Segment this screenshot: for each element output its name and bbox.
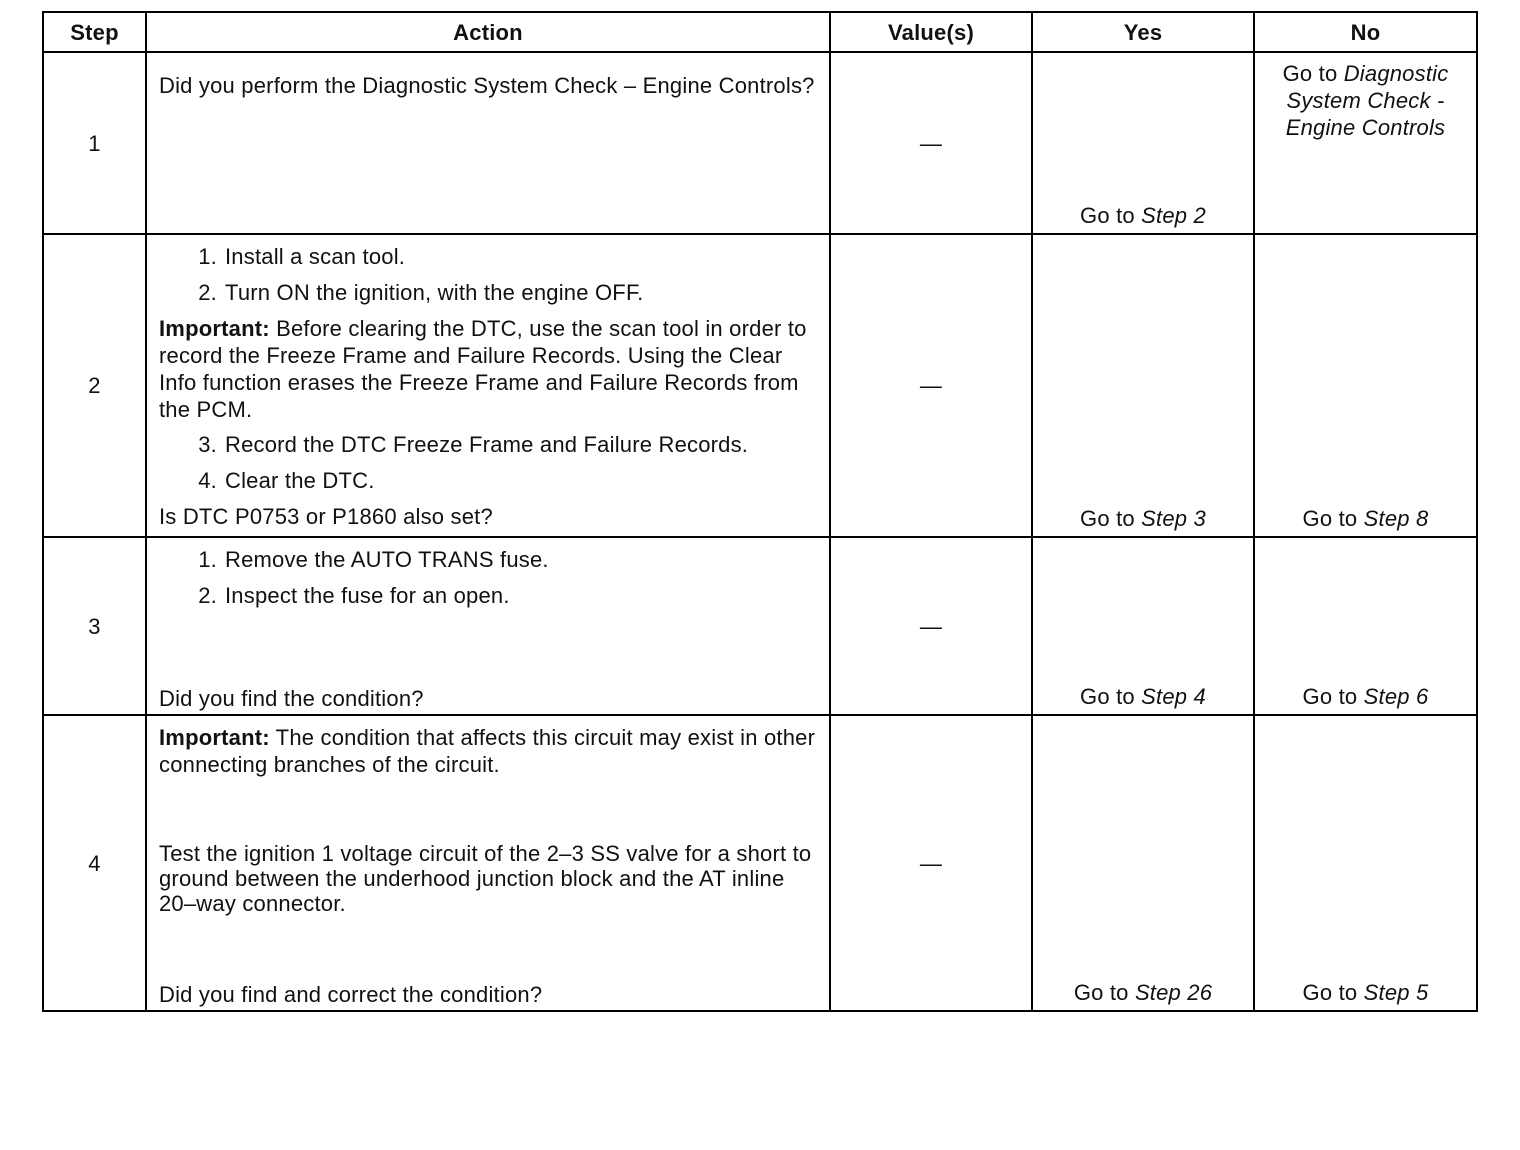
yes-step-link[interactable]: Step 3 [1141,506,1206,531]
no-prefix: Go to [1302,684,1364,709]
yes-cell [1032,234,1254,537]
no-cell [1254,715,1477,1011]
no-cell [1254,537,1477,715]
important-text: Before clearing the DTC, use the scan tool in order to record the Freeze Frame and Failure Records. Using the Clear Info function erases the Freeze Frame and Failure Records from the PCM. [159,316,807,422]
action-question: Is DTC P0753 or P1860 also set? [159,504,493,529]
list-text: Turn ON the ignition, with the engine OFF. [225,280,644,305]
list-item [159,243,817,270]
value-cell: — [830,234,1032,537]
list-item [159,546,817,573]
action-cell [146,537,830,715]
list-item [159,467,817,494]
list-number: 2. [198,280,217,305]
important-note [159,315,817,423]
no-step-link[interactable]: Diagnostic System Check - Engine Controls [1285,61,1449,140]
list-text: Remove the AUTO TRANS fuse. [225,547,549,572]
list-item [159,582,817,609]
step-number: 1 [43,52,146,234]
no-cell [1254,234,1477,537]
header-values: Value(s) [830,12,1032,52]
no-step-link[interactable]: Step 6 [1363,684,1429,709]
list-number: 3. [198,432,217,457]
action-question: Did you find and correct the condition? [159,982,543,1007]
header-step: Step [43,12,146,52]
step-number: 2 [43,234,146,537]
action-question: Did you perform the Diagnostic System Check – Engine Controls? [159,73,815,98]
list-number: 4. [198,468,217,493]
value-cell: — [830,52,1032,234]
yes-cell [1032,537,1254,715]
table-row-step-4 [43,715,1477,1011]
no-step-link[interactable]: Step 8 [1363,506,1429,531]
list-number: 2. [198,583,217,608]
list-text: Install a scan tool. [225,244,406,269]
test-instruction: Test the ignition 1 voltage circuit of the 2–3 SS valve for a short to ground between the underhood junction block and the AT inline 20–way connector. [159,841,812,916]
header-row [43,12,1477,52]
no-cell [1254,52,1477,234]
header-yes: Yes [1032,12,1254,52]
list-text: Record the DTC Freeze Frame and Failure Records. [225,432,749,457]
list-item [159,279,817,306]
important-label: Important: [159,316,270,341]
header-no: No [1254,12,1477,52]
action-question: Did you find the condition? [159,686,424,711]
diagnostic-table [42,11,1478,1012]
no-prefix: Go to [1302,980,1364,1005]
yes-prefix: Go to [1080,684,1142,709]
yes-prefix: Go to [1080,203,1142,228]
list-number: 1. [198,244,217,269]
yes-cell [1032,715,1254,1011]
step-number: 3 [43,537,146,715]
no-step-link[interactable]: Step 5 [1363,980,1429,1005]
list-text: Inspect the fuse for an open. [225,583,510,608]
value-cell: — [830,537,1032,715]
important-label: Important: [159,725,270,750]
table-row-step-2 [43,234,1477,537]
step-number: 4 [43,715,146,1011]
action-cell [146,715,830,1011]
yes-step-link[interactable]: Step 2 [1141,203,1206,228]
yes-prefix: Go to [1080,506,1142,531]
list-text: Clear the DTC. [225,468,375,493]
table-row-step-1 [43,52,1477,234]
value-cell: — [830,715,1032,1011]
action-cell [146,52,830,234]
header-action: Action [146,12,830,52]
yes-cell [1032,52,1254,234]
table-row-step-3 [43,537,1477,715]
no-prefix: Go to [1282,61,1344,86]
yes-prefix: Go to [1073,980,1135,1005]
yes-step-link[interactable]: Step 26 [1134,980,1213,1005]
no-prefix: Go to [1302,506,1364,531]
list-number: 1. [198,547,217,572]
list-item [159,431,817,458]
action-cell [146,234,830,537]
important-note [159,724,817,778]
important-text: The condition that affects this circuit may exist in other connecting branches of the circuit. [159,725,816,777]
yes-step-link[interactable]: Step 4 [1141,684,1206,709]
